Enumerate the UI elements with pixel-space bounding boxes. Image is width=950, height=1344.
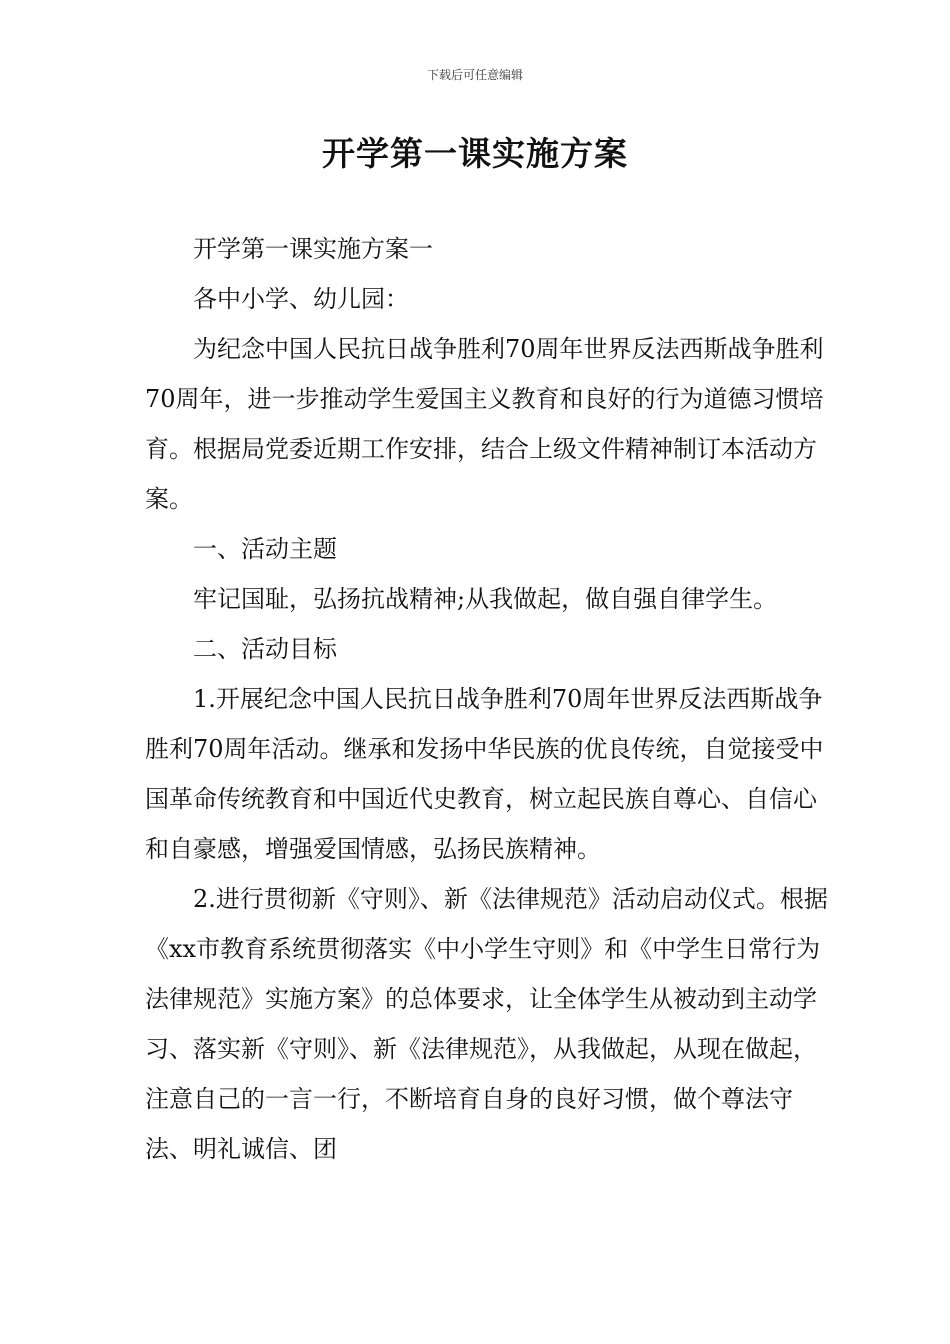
section-heading-goals: 二、活动目标: [193, 635, 337, 663]
paragraph-salutation: 各中小学、幼儿园：: [193, 285, 409, 313]
section-heading-theme: 一、活动主题: [193, 535, 337, 563]
document-body: [145, 224, 835, 1174]
document-title: 开学第一课实施方案: [322, 134, 628, 173]
paragraph-goal-1: 1.开展纪念中国人民抗日战争胜利70周年世界反法西斯战争胜利70周年活动。继承和发扬中华民族的优良传统，自觉接受中国革命传统教育和中国近代史教育，树立起民族自尊心、自信心和自豪感，增强爱国情感，弘扬民族精神。: [145, 685, 824, 863]
header-note: 下载后可任意编辑: [426, 68, 523, 82]
paragraph-subtitle: 开学第一课实施方案一: [193, 235, 433, 263]
paragraph-theme: 牢记国耻，弘扬抗战精神;从我做起，做自强自律学生。: [193, 585, 778, 613]
paragraph-goal-2: 2.进行贯彻新《守则》、新《法律规范》活动启动仪式。根据《xx市教育系统贯彻落实《中小学生守则》和《中学生日常行为法律规范》实施方案》的总体要求，让全体学生从被动到主动学习、落实新《守则》、新《法律规范》，从我做起，从现在做起，注意自己的一言一行，不断培育自身的良好习惯，做个尊法守法、明礼诚信、团: [145, 885, 828, 1163]
paragraph-intro: 为纪念中国人民抗日战争胜利70周年世界反法西斯战争胜利70周年，进一步推动学生爱国主义教育和良好的行为道德习惯培育。根据局党委近期工作安排，结合上级文件精神制订本活动方案。: [145, 335, 824, 513]
